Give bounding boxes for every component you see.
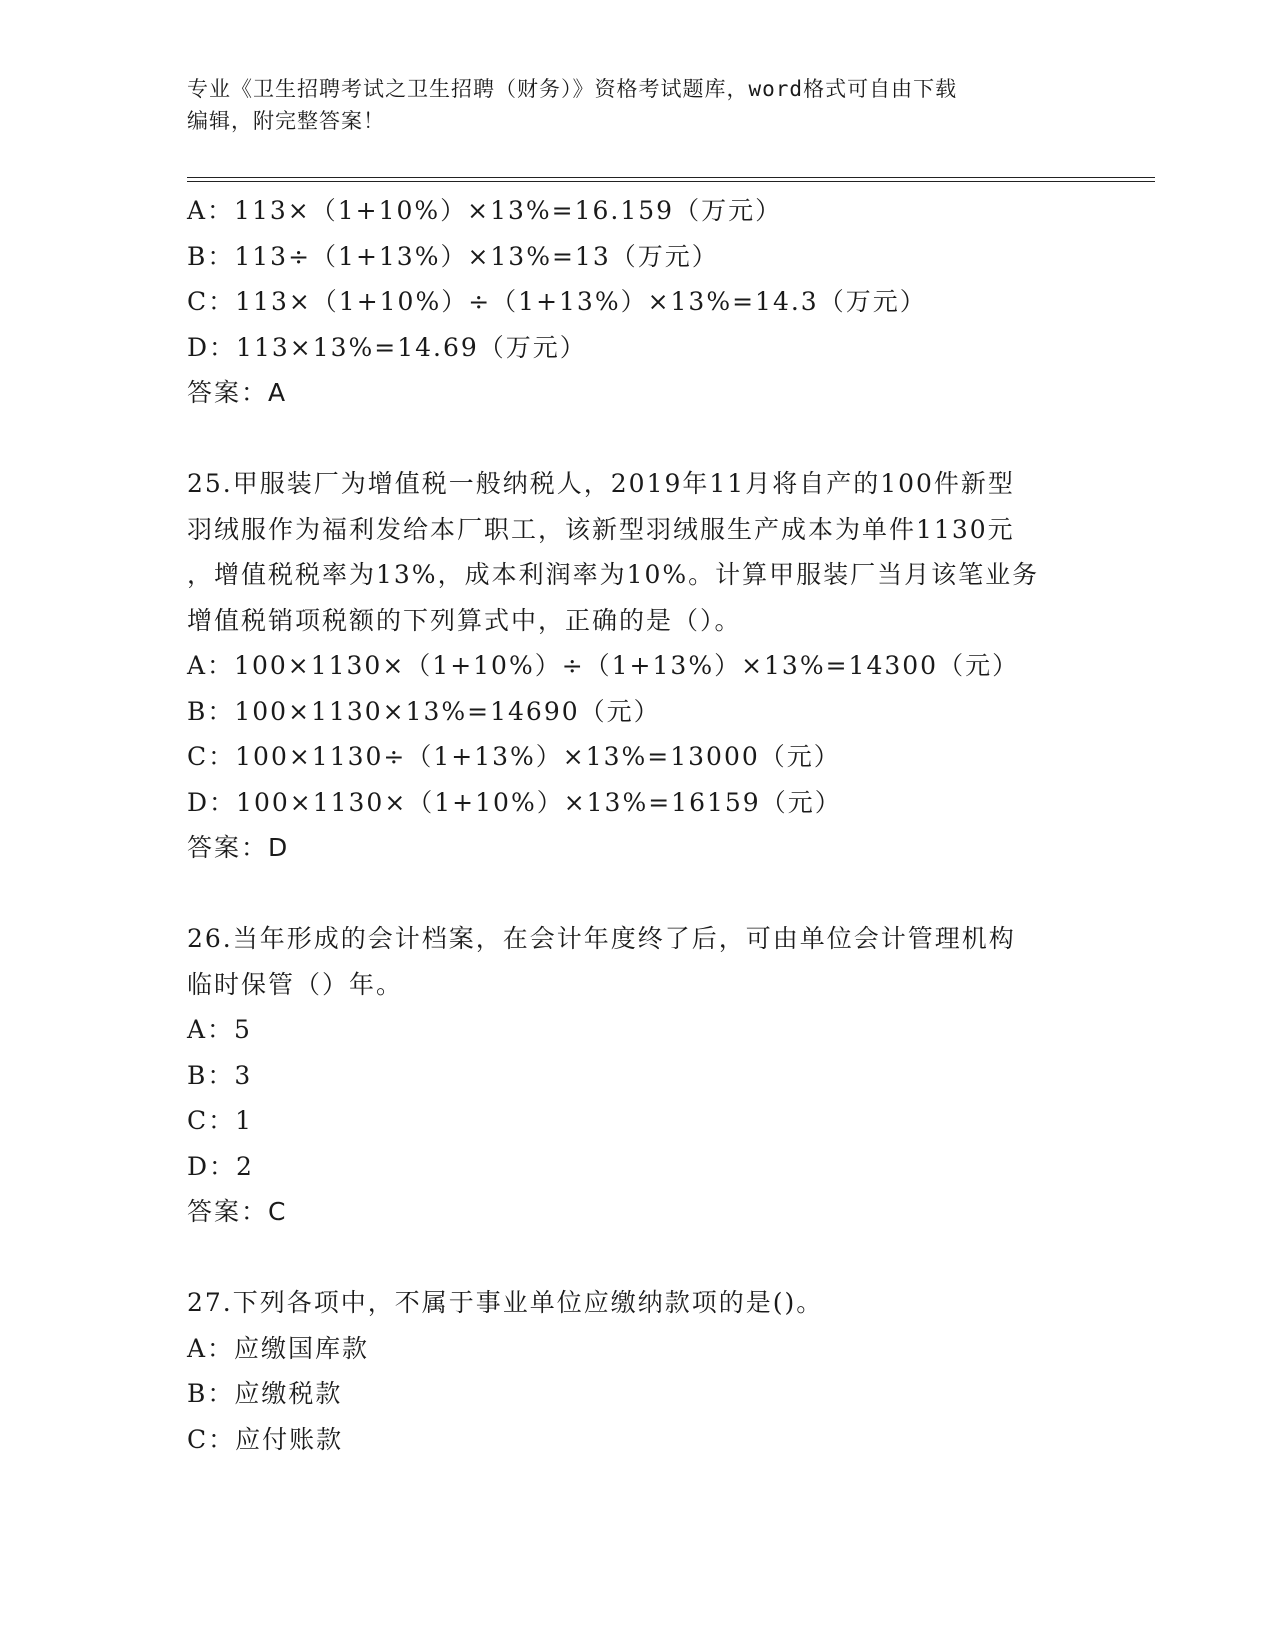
- answer-line: 答案：D: [187, 833, 290, 862]
- question-stem-line: 27.下列各项中，不属于事业单位应缴纳款项的是()。: [187, 1288, 824, 1317]
- option-b: B：应缴税款: [187, 1379, 343, 1408]
- option-a: A：应缴国库款: [187, 1333, 370, 1363]
- question-stem-line: 羽绒服作为福利发给本厂职工，该新型羽绒服生产成本为单件1130元: [187, 514, 1015, 544]
- question-stem-line: 临时保管（）年。: [187, 969, 404, 999]
- option-b: B：3: [187, 1060, 253, 1090]
- question-stem-line: ，增值税税率为13%，成本利润率为10%。计算甲服装厂当月该笔业务: [187, 560, 1040, 589]
- option-a: A：100×1130×（1+10%）÷（1+13%）×13%=14300（元）: [187, 651, 1020, 680]
- header-line-2: 编辑，附完整答案！: [187, 109, 385, 133]
- spacer: [187, 416, 1087, 462]
- question-24-block: [187, 188, 1087, 416]
- option-a: A：5: [187, 1015, 252, 1044]
- question-25-block: [187, 461, 1087, 871]
- option-b: B：113÷（1+13%）×13%=13（万元）: [187, 241, 719, 271]
- spacer: [187, 1235, 1087, 1281]
- spacer: [187, 871, 1087, 917]
- option-b: B：100×1130×13%=14690（元）: [187, 696, 661, 726]
- question-stem-line: 26.当年形成的会计档案，在会计年度终了后，可由单位会计管理机构: [187, 924, 1016, 953]
- question-stem-line: 25.甲服装厂为增值税一般纳税人，2019年11月将自产的100件新型: [187, 469, 1015, 498]
- question-27-block: [187, 1280, 1087, 1462]
- answer-line: 答案：C: [187, 1197, 288, 1226]
- header-line-1: 专业《卫生招聘考试之卫生招聘（财务）》资格考试题库，word格式可自由下载: [187, 77, 958, 101]
- option-c: C：113×（1+10%）÷（1+13%）×13%=14.3（万元）: [187, 287, 927, 316]
- answer-line: 答案：A: [187, 378, 288, 407]
- option-d: D：100×1130×（1+10%）×13%=16159（元）: [187, 787, 842, 817]
- option-a: A：113×（1+10%）×13%=16.159（万元）: [187, 196, 783, 225]
- question-stem-line: 增值税销项税额的下列算式中，正确的是（）。: [187, 605, 742, 635]
- option-d: D：2: [187, 1151, 254, 1181]
- question-26-block: [187, 916, 1087, 1235]
- header-divider-bottom: [187, 181, 1155, 182]
- document-header: [187, 73, 1087, 137]
- option-c: C：1: [187, 1106, 254, 1135]
- question-list: [187, 188, 1087, 1462]
- option-c: C：应付账款: [187, 1424, 344, 1454]
- option-d: D：113×13%=14.69（万元）: [187, 332, 587, 362]
- option-c: C：100×1130÷（1+13%）×13%=13000（元）: [187, 742, 841, 771]
- header-divider-top: [187, 177, 1155, 178]
